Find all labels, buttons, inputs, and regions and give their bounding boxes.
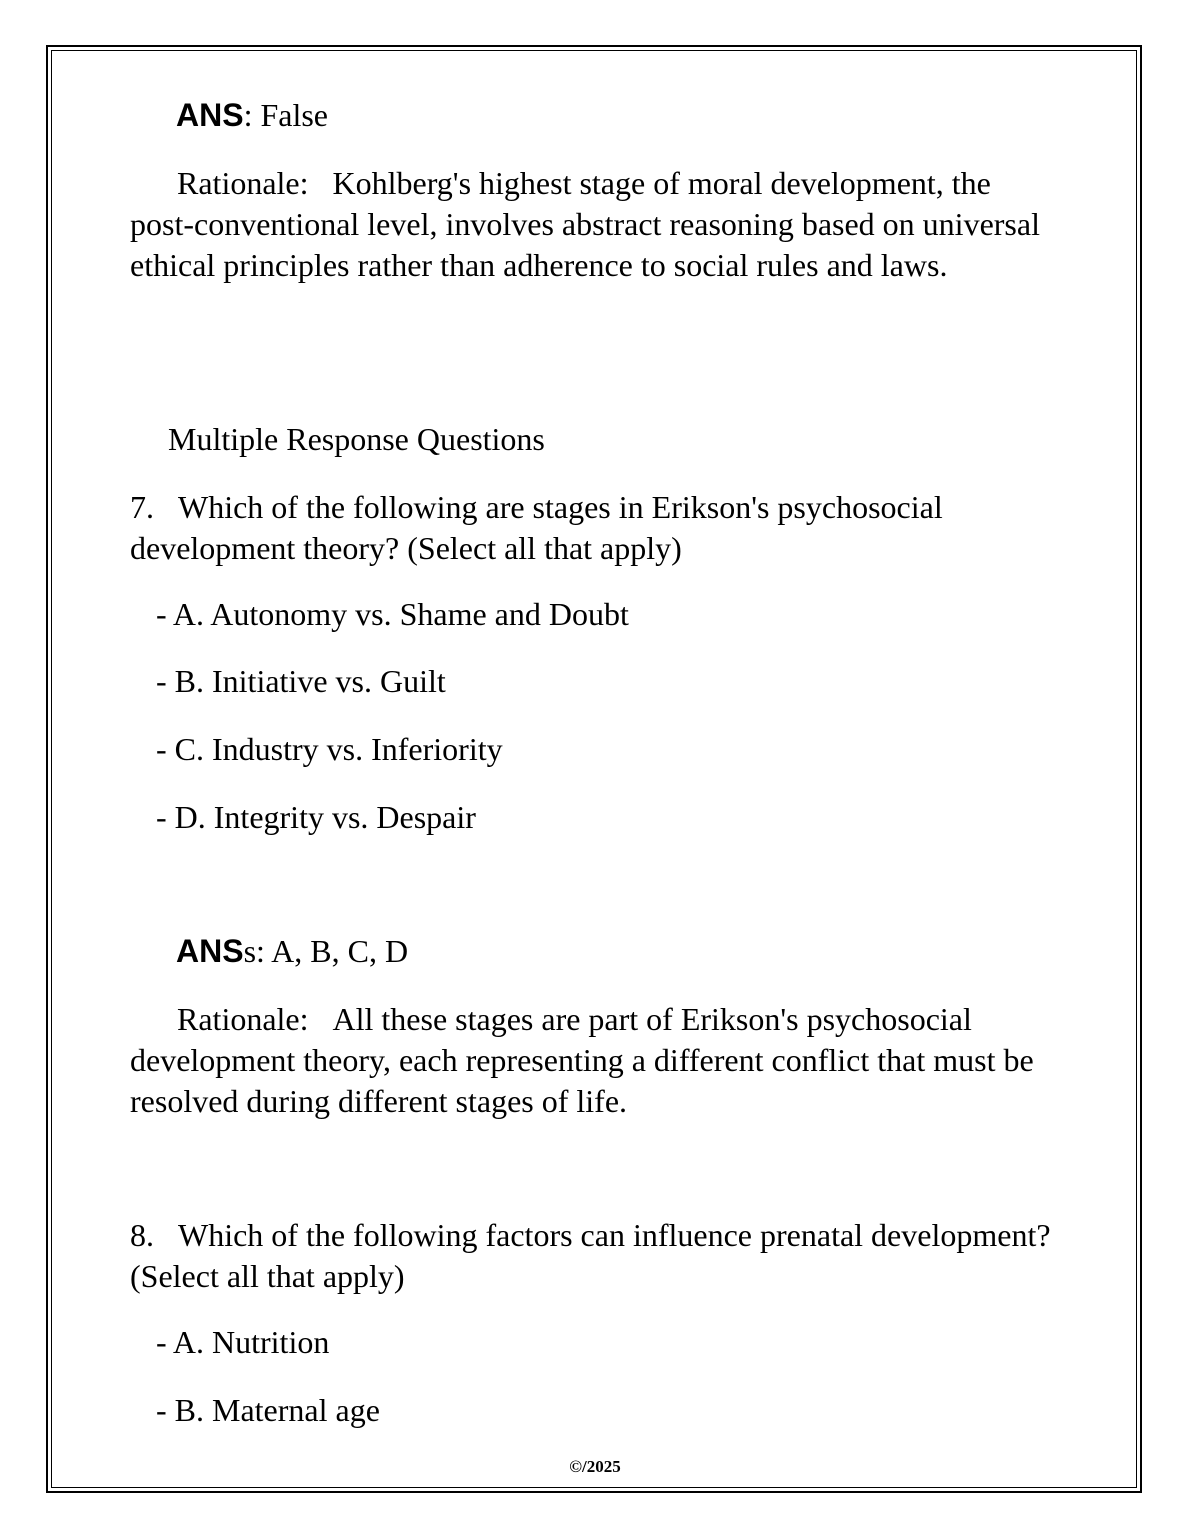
rationale-1 bbox=[130, 163, 1060, 286]
answer-label: ANS bbox=[176, 97, 244, 133]
option-8b: - B. Maternal age bbox=[156, 1392, 380, 1428]
answer-label: ANS bbox=[176, 933, 244, 969]
question-8 bbox=[130, 1215, 1060, 1297]
option-7c: - C. Industry vs. Inferiority bbox=[156, 731, 503, 767]
answer-line-2 bbox=[176, 931, 408, 972]
question-number: 8. bbox=[130, 1217, 154, 1253]
rationale-text: All these stages are part of Erikson's psychosocial development theory, each representing a different conflict that must be resolved during different stages of life. bbox=[130, 1001, 1034, 1119]
answer-line-1 bbox=[176, 95, 328, 136]
rationale-label: Rationale: bbox=[177, 1001, 309, 1037]
answer-value: s: A, B, C, D bbox=[243, 933, 409, 969]
option-7b: - B. Initiative vs. Guilt bbox=[156, 663, 446, 699]
section-heading: Multiple Response Questions bbox=[168, 421, 545, 457]
rationale-2 bbox=[130, 999, 1060, 1122]
rationale-label: Rationale: bbox=[177, 165, 309, 201]
option-8a: - A. Nutrition bbox=[156, 1324, 330, 1360]
question-text: Which of the following are stages in Erikson's psychosocial development theory? (Select all that apply) bbox=[130, 489, 943, 566]
question-text: Which of the following factors can influence prenatal development? (Select all that apply) bbox=[130, 1217, 1051, 1294]
question-7 bbox=[130, 487, 1060, 569]
rationale-text: Kohlberg's highest stage of moral development, the post-conventional level, involves abstract reasoning based on universal ethical principles rather than adherence to social rules and laws. bbox=[130, 165, 1040, 283]
option-7a: - A. Autonomy vs. Shame and Doubt bbox=[156, 596, 629, 632]
page-footer: ©/2025 bbox=[569, 1457, 621, 1476]
option-7d: - D. Integrity vs. Despair bbox=[156, 799, 476, 835]
answer-value: : False bbox=[243, 97, 328, 133]
question-number: 7. bbox=[130, 489, 154, 525]
